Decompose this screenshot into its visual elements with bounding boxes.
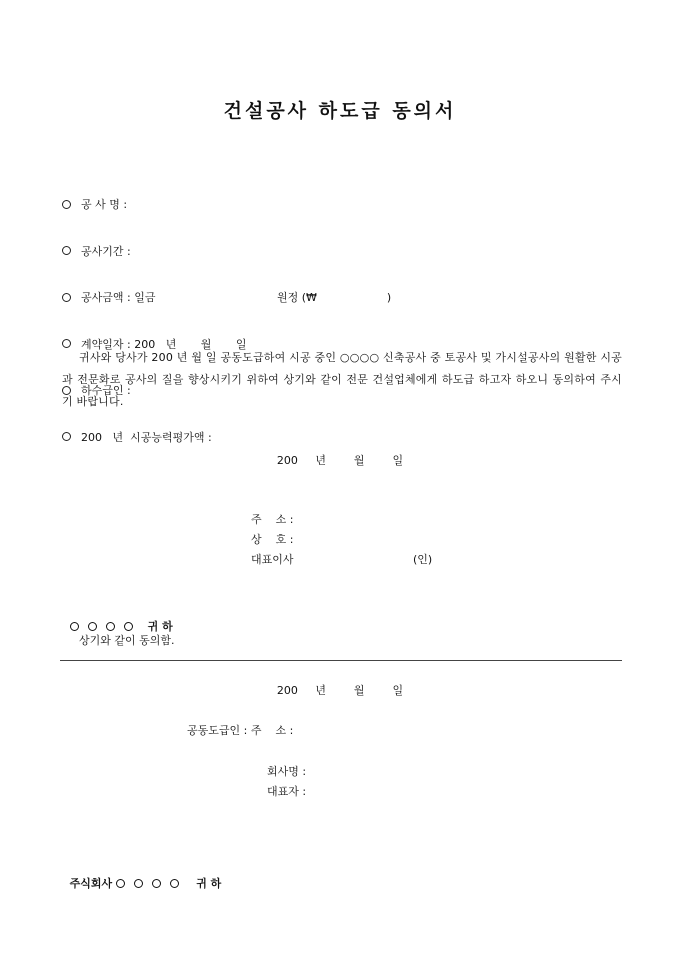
- circle-placeholder-icon: [116, 879, 125, 888]
- joint-rep-label: 대표자 :: [267, 785, 307, 798]
- request-date: 200 년 월 일: [276, 454, 404, 467]
- seal-mark: (인): [413, 553, 433, 566]
- circle-placeholder-icon: [88, 622, 97, 631]
- request-paragraph: 귀사와 당사가 200 년 월 일 공동도급하여 시공 중인 ○○○○ 신축공사 중 토공사 및 가시설공사의 원활한 시공과 전문화로 공사의 질을 향상시키기 위하여 상기와 같이 전문 건설업체에게 하도급 하고자 하오니 동의하여 주시기 바랍니다.: [62, 351, 622, 408]
- field-label: 계약일자 : 200 년 월 일: [81, 337, 247, 351]
- circle-placeholder-icon: [70, 622, 79, 631]
- final-recipient-prefix: 주식회사: [69, 877, 113, 890]
- circle-bullet-icon: [62, 293, 71, 302]
- document-title: 건설공사 하도급 동의서: [223, 100, 457, 122]
- field-label: 하수급인 :: [81, 384, 131, 397]
- sender-ceo-label: 대표이사: [251, 553, 294, 566]
- circle-placeholder-icon: [106, 622, 115, 631]
- divider-line: [60, 660, 622, 661]
- list-item: [62, 288, 392, 309]
- circle-bullet-icon: [62, 432, 71, 441]
- circle-placeholder-icon: [134, 879, 143, 888]
- consent-text: 상기와 같이 동의함.: [79, 634, 175, 647]
- recipient-suffix: 귀 하: [147, 620, 173, 633]
- field-value: 원정 (₩ ): [277, 291, 392, 304]
- sender-company-label: 상 호 :: [251, 533, 294, 546]
- circle-placeholder-icon: [170, 879, 179, 888]
- circle-placeholder-icon: [152, 879, 161, 888]
- list-item: [62, 428, 247, 449]
- list-item: [62, 195, 247, 216]
- circle-bullet-icon: [62, 200, 71, 209]
- joint-company-label: 회사명 :: [267, 765, 307, 778]
- field-label: 200 년 시공능력평가액 :: [81, 430, 212, 444]
- sender-address-label: 주 소 :: [251, 513, 294, 526]
- final-recipient-suffix: 귀 하: [196, 877, 222, 890]
- consent-date: 200 년 월 일: [276, 684, 404, 697]
- field-label: 공사기간 :: [81, 244, 131, 258]
- field-label: 공 사 명 :: [81, 198, 128, 211]
- circle-placeholder-icon: [124, 622, 133, 631]
- field-label: 공사금액 : 일금: [81, 291, 156, 304]
- joint-contractor-label: 공동도급인 : 주 소 :: [187, 724, 294, 737]
- list-item: [62, 242, 247, 263]
- circle-bullet-icon: [62, 246, 71, 255]
- final-recipient-line: [62, 862, 221, 891]
- recipient-line: [62, 592, 173, 634]
